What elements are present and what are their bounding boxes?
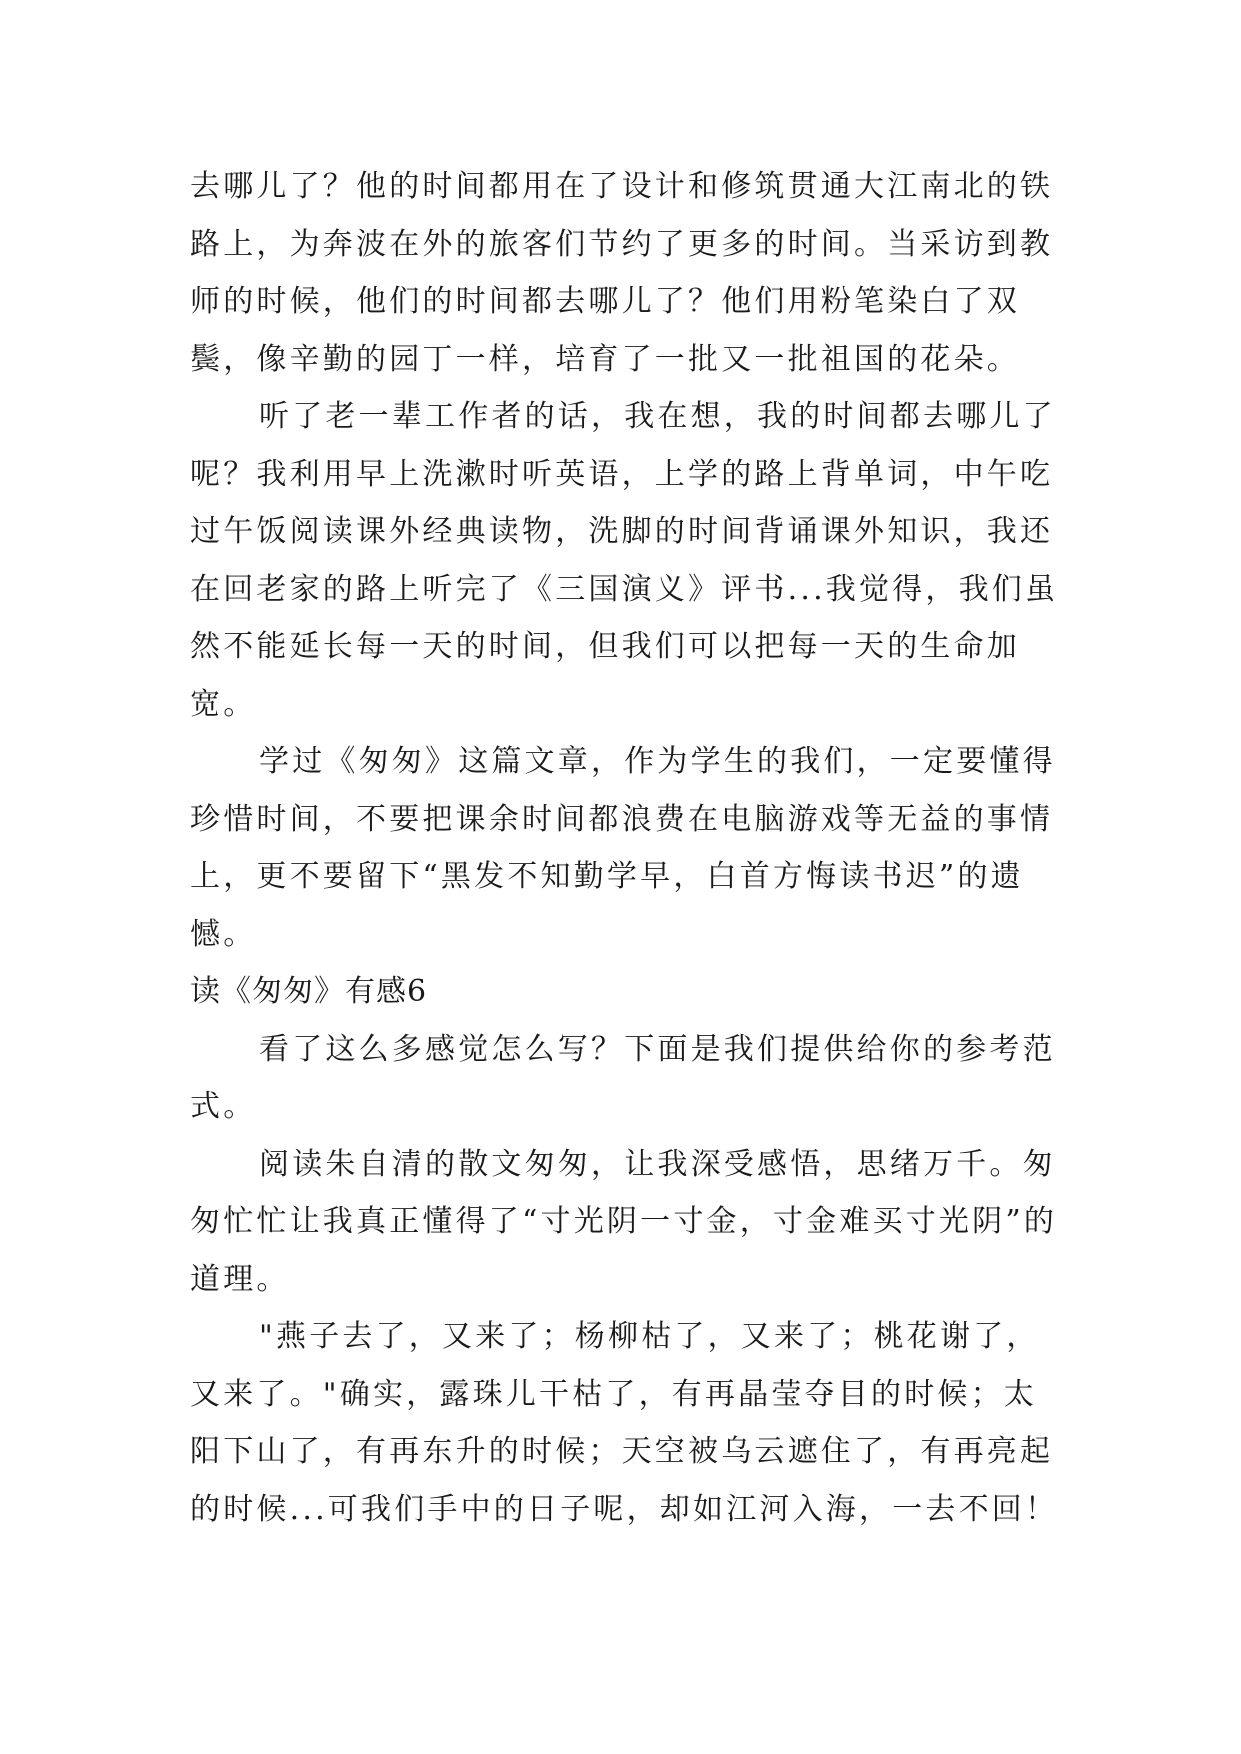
paragraph: 阅读朱自清的散文匆匆，让我深受感悟，思绪万千。匆匆忙忙让我真正懂得了“寸光阴一寸金，寸金难买寸光阴”的道理。 (190, 1146, 1058, 1297)
paragraph: 学过《匆匆》这篇文章，作为学生的我们，一定要懂得珍惜时间，不要把课余时间都浪费在电脑游戏等无益的事情上，更不要留下“黑发不知勤学早，白首方悔读书迟”的遗憾。 (190, 744, 1056, 952)
document-body (190, 158, 1060, 1538)
paragraph: 看了这么多感觉怎么写？下面是我们提供给你的参考范式。 (190, 1031, 1056, 1124)
paragraph: 听了老一辈工作者的话，我在想，我的时间都去哪儿了呢？我利用早上洗漱时听英语，上学的路上背单词，中午吃过午饭阅读课外经典读物，洗脚的时间背诵课外知识，我还在回老家的路上听完了《三国演义》评书...我觉得，我们虽然不能延长每一天的时间，但我们可以把每一天的生命加宽。 (190, 399, 1059, 722)
section-heading: 读《匆匆》有感6 (190, 974, 428, 1009)
paragraph-continuation: 去哪儿了？他的时间都用在了设计和修筑贯通大江南北的铁路上，为奔波在外的旅客们节约了更多的时间。当采访到教师的时候，他们的时间都去哪儿了？他们用粉笔染白了双鬓，像辛勤的园丁一样，培育了一批又一批祖国的花朵。 (190, 169, 1054, 377)
paragraph: "燕子去了，又来了；杨柳枯了，又来了；桃花谢了，又来了。"确实，露珠儿干枯了，有再晶莹夺目的时候；太阳下山了，有再东升的时候；天空被乌云遮住了，有再亮起的时候...可我们手中的日子呢，却如江河入海，一去不回！ (190, 1319, 1059, 1527)
